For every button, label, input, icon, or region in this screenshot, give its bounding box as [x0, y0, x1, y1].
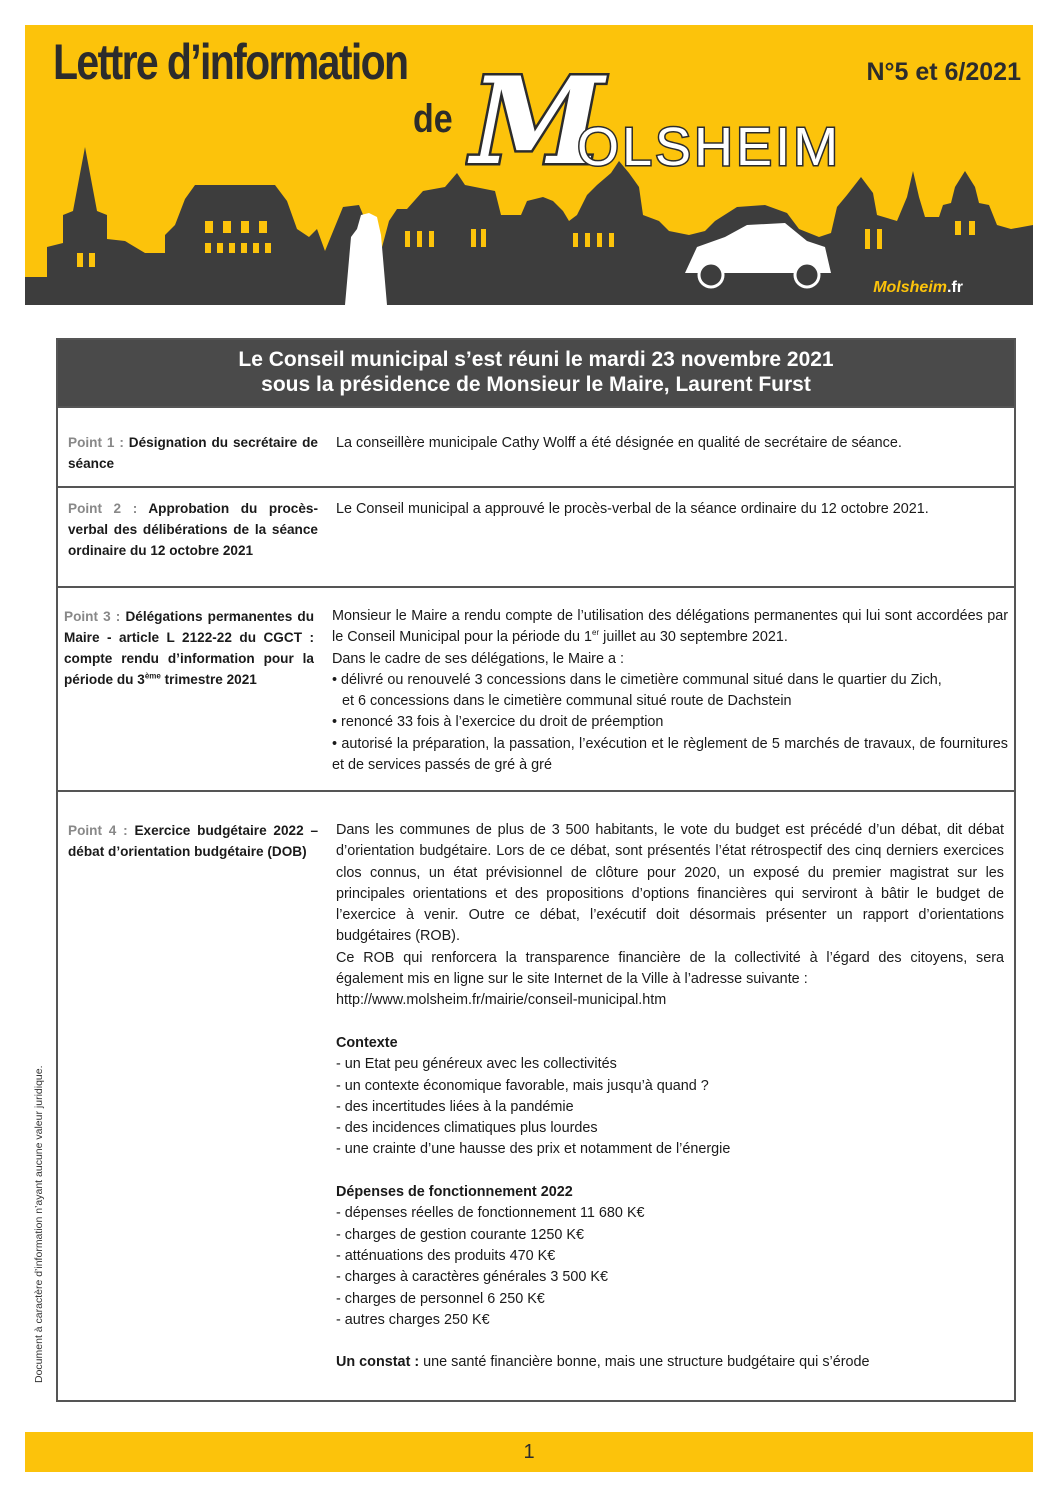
point-4-heading: Exercice budgétaire 2022 – débat d’orientation budgétaire (DOB) [68, 823, 319, 859]
heading-line-1: Le Conseil municipal s’est réuni le mardi 23 novembre 2021 [238, 348, 834, 371]
context-item: - des incertitudes liées à la pandémie [336, 1098, 574, 1115]
newsletter-title: Lettre d’information [53, 34, 408, 90]
expense-item: - charges de gestion courante 1250 K€ [336, 1226, 585, 1243]
point-4-body [336, 820, 1004, 1374]
expense-item: - charges à caractères générales 3 500 K€ [336, 1269, 608, 1286]
town-skyline-illustration [25, 125, 1033, 305]
legal-disclaimer: Document à caractère d’information n’ayant aucune valeur juridique. [33, 1065, 45, 1383]
heading-line-2: sous la présidence de Monsieur le Maire, Laurent Furst [261, 373, 811, 396]
point-3-heading-a: Délégations permanentes du Maire - article L 2122-22 du CGCT : compte rendu d’information pour la période du 3 [64, 609, 315, 687]
point-1-heading: Désignation du secrétaire de séance [68, 435, 318, 471]
point-3-title [64, 606, 314, 690]
expenses-heading: Dépenses de fonctionnement 2022 [336, 1184, 573, 1201]
context-heading: Contexte [336, 1034, 398, 1051]
expense-item: - charges de personnel 6 250 K€ [336, 1290, 545, 1307]
point-2-row [58, 486, 1014, 588]
point-1-label: Point 1 : [68, 435, 124, 450]
point-3-row [58, 586, 1014, 792]
point-4-row [58, 790, 1014, 1402]
constat-line [336, 1352, 1004, 1373]
point-3-intro: Monsieur le Maire a rendu compte de l’utilisation des délégations permanentes qui lui sont accordées par le Conseil Municipal pour la période du 1er juillet au 30 septembre 2021. [332, 608, 1008, 646]
logo-text: OLSHEIM [577, 117, 842, 177]
header-banner [25, 25, 1033, 305]
point-4-paragraph-2: Ce ROB qui renforcera la transparence financière de la collectivité à l’égard des citoyens, sera également mis en ligne sur le site Internet de la Ville à l’adresse suivante : [336, 949, 1004, 988]
context-item: - un contexte économique favorable, mais jusqu’à quand ? [336, 1077, 709, 1094]
point-4-label: Point 4 : [68, 823, 128, 838]
point-3-intro-2: Dans le cadre de ses délégations, le Maire a : [332, 650, 624, 667]
minutes-frame [56, 338, 1016, 1402]
logo-initial: M [471, 51, 604, 185]
point-2-heading: Approbation du procès-verbal des délibérations de la séance ordinaire du 12 octobre 2021 [68, 501, 318, 558]
expense-item: - dépenses réelles de fonctionnement 11 680 K€ [336, 1205, 645, 1222]
point-2-title [68, 498, 318, 561]
context-item: - une crainte d’une hausse des prix et notamment de l’énergie [336, 1141, 731, 1158]
website-badge[interactable] [873, 279, 963, 297]
council-url-link[interactable]: http://www.molsheim.fr/mairie/conseil-municipal.htm [336, 992, 667, 1009]
newsletter-title-de: de [413, 97, 453, 141]
point-3-label: Point 3 : [64, 609, 121, 624]
point-1-text: La conseillère municipale Cathy Wolff a été désignée en qualité de secrétaire de séance. [336, 435, 902, 451]
point-3-bullet: • renoncé 33 fois à l’exercice du droit de préemption [332, 714, 664, 731]
point-3-bullet-continued: et 6 concessions dans le cimetière communal situé route de Dachstein [342, 693, 792, 710]
context-item: - des incidences climatiques plus lourdes [336, 1120, 598, 1137]
point-4-paragraph-1: Dans les communes de plus de 3 500 habitants, le vote du budget est précédé d’un débat, dit débat d’orientation budgétaire. Lors de ce débat, sont présentés l’état rétrospectif des cinq derniers exercices clos connus, un état prévisionnel de clôture pour 2020, un exposé du premier magistrat sur les principales orientations et des propositions d’options financières qui serviront à bâtir le budget de l’exercice à venir. Outre ce débat, l’exécutif doit désormais présenter un rapport d’orientations budgétaires (ROB). [336, 822, 1004, 945]
constat-text: une santé financière bonne, mais une structure budgétaire qui s’érode [419, 1354, 870, 1371]
website-badge-name: Molsheim [873, 279, 947, 296]
point-3-body [332, 606, 1008, 776]
point-2-text: Le Conseil municipal a approuvé le procès-verbal de la séance ordinaire du 12 octobre 2021. [336, 501, 929, 517]
council-meeting-heading [58, 340, 1014, 406]
point-3-heading-sup: ème [144, 671, 161, 681]
constat-label: Un constat : [336, 1354, 420, 1371]
point-4-title [68, 820, 318, 862]
point-2-label: Point 2 : [68, 501, 138, 516]
point-3-bullet: • délivré ou renouvelé 3 concessions dans le cimetière communal situé dans le quartier du Zich, [332, 671, 942, 688]
page-footer [25, 1432, 1033, 1472]
expense-item: - autres charges 250 K€ [336, 1311, 490, 1328]
point-1-title [68, 432, 318, 474]
website-badge-suffix: .fr [947, 279, 963, 296]
issue-number: N°5 et 6/2021 [866, 58, 1021, 86]
point-3-bullet: • autorisé la préparation, la passation, l’exécution et le règlement de 5 marchés de travaux, de fournitures et de services passés de gré à gré [332, 735, 1008, 774]
point-1-row [58, 406, 1014, 486]
context-item: - un Etat peu généreux avec les collectivités [336, 1056, 617, 1073]
point-3-heading-b: trimestre 2021 [160, 672, 257, 687]
point-2-body [336, 499, 1004, 520]
point-1-body [336, 433, 1004, 454]
expense-item: - atténuations des produits 470 K€ [336, 1247, 556, 1264]
page-number: 1 [523, 1441, 535, 1463]
